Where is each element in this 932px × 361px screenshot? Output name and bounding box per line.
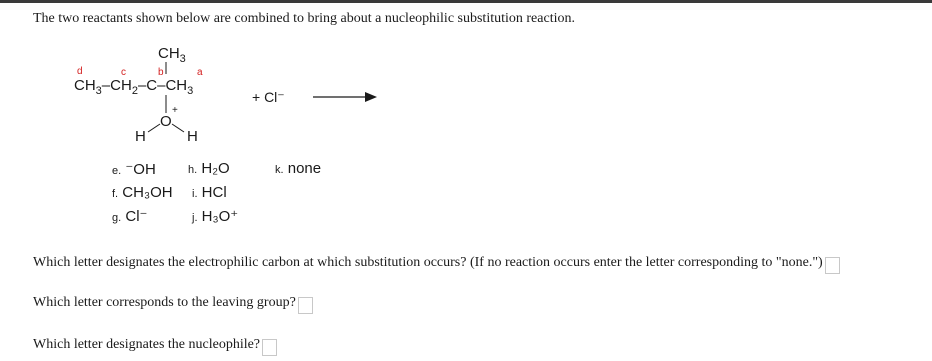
oxonium-charge: + (172, 105, 178, 116)
electrophilic-carbon-answer-input[interactable] (825, 257, 840, 274)
top-border (0, 0, 932, 3)
reaction-arrow-icon (313, 90, 379, 104)
option-e: e. ⁻OH (112, 161, 156, 178)
top-methyl: $CH_3$ (158, 45, 186, 65)
question-1-text: Which letter designates the electrophilic carbon at which substitution occurs? (If no reaction occurs enter the letter corresponding to "none.") (33, 255, 823, 270)
reactant-structure (60, 40, 330, 150)
option-j: j. H₃O⁺ (192, 208, 239, 225)
question-electrophilic-carbon (33, 255, 840, 274)
question-3-text: Which letter designates the nucleophile? (33, 337, 261, 352)
question-2-text: Which letter corresponds to the leaving group? (33, 295, 296, 310)
intro-text: The two reactants shown below are combined to bring about a nucleophilic substitution reaction. (33, 11, 575, 26)
nucleophile-answer-input[interactable] (262, 339, 277, 356)
option-h: h. H₂O (188, 160, 230, 177)
left-hydrogen: H (135, 128, 146, 145)
option-k: k. none (275, 160, 322, 177)
label-d: d (77, 66, 83, 77)
option-g: g. Cl⁻ (112, 208, 148, 225)
label-b: b (158, 67, 164, 78)
leaving-group-answer-input[interactable] (298, 297, 313, 314)
chloride-reagent: + Cl⁻ (252, 89, 285, 105)
question-nucleophile (33, 337, 277, 356)
question-leaving-group (33, 295, 313, 314)
main-chain: $CH_3-CH_2-C-CH_3$ (74, 77, 194, 97)
oxonium-oxygen: O (160, 113, 172, 130)
right-hydrogen: H (187, 128, 198, 145)
label-c: c (121, 67, 126, 78)
option-f: f. CH₃OH (112, 184, 173, 201)
option-i: i. HCl (192, 184, 227, 201)
label-a: a (197, 67, 203, 78)
